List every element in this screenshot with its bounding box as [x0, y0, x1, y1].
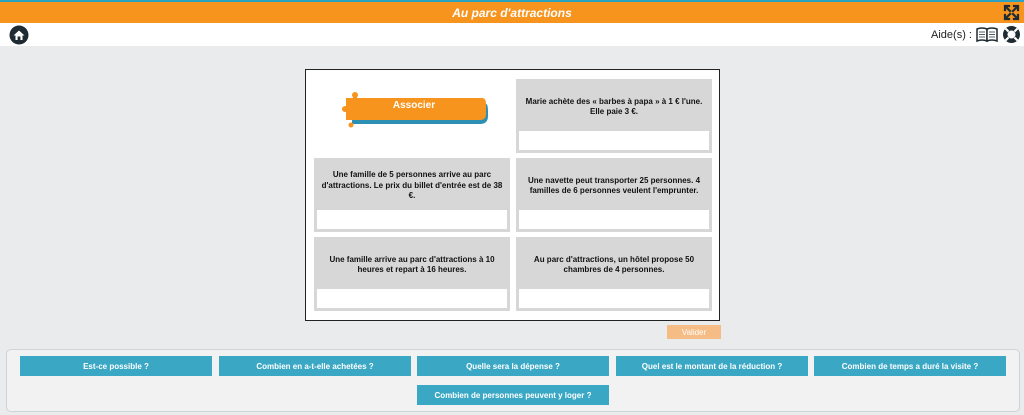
question-chip[interactable]: Combien en a-t-elle achetées ?	[219, 356, 411, 376]
associer-label: Associer	[392, 100, 436, 111]
card-text: Au parc d'attractions, un hôtel propose 50 chambres de 4 personnes.	[533, 254, 695, 274]
toolbar	[0, 23, 1024, 46]
fullscreen-icon[interactable]	[1003, 4, 1020, 21]
question-chip[interactable]: Combien de temps a duré la visite ?	[814, 356, 1006, 376]
question-chip[interactable]: Quelle sera la dépense ?	[417, 356, 609, 376]
drop-slot[interactable]	[317, 289, 507, 308]
exercise-board	[305, 69, 720, 321]
drop-slot[interactable]	[317, 210, 507, 229]
answer-tray	[6, 349, 1020, 412]
page-title: Au parc d'attractions	[452, 5, 572, 20]
card-3	[516, 158, 712, 232]
card-text: Une famille de 5 personnes arrive au parc d'attractions. Le prix du billet d'entrée est de 38 €.	[321, 170, 503, 201]
card-1	[516, 79, 712, 153]
book-icon[interactable]	[976, 26, 998, 43]
validate-button[interactable]: Valider	[667, 325, 721, 339]
associer-logo	[342, 92, 492, 128]
drop-slot[interactable]	[519, 210, 709, 229]
card-text: Une famille arrive au parc d'attractions à 10 heures et repart à 16 heures.	[329, 254, 495, 274]
title-bar	[0, 2, 1024, 23]
card-text: Marie achète des « barbes à papa » à 1 € l'une. Elle paie 3 €.	[525, 96, 703, 116]
drop-slot[interactable]	[519, 131, 709, 150]
card-2	[314, 158, 510, 232]
card-text: Une navette peut transporter 25 personnes. 4 familles de 6 personnes veulent l'emprunter.	[527, 175, 701, 195]
card-5	[516, 237, 712, 311]
help-label: Aide(s) :	[931, 29, 972, 41]
question-chip[interactable]: Quel est le montant de la réduction ?	[616, 356, 808, 376]
question-chip[interactable]: Est-ce possible ?	[20, 356, 212, 376]
home-icon[interactable]	[9, 25, 29, 45]
card-4	[314, 237, 510, 311]
drop-slot[interactable]	[519, 289, 709, 308]
question-chip[interactable]: Combien de personnes peuvent y loger ?	[417, 385, 609, 405]
lifebuoy-icon[interactable]	[1002, 25, 1021, 44]
